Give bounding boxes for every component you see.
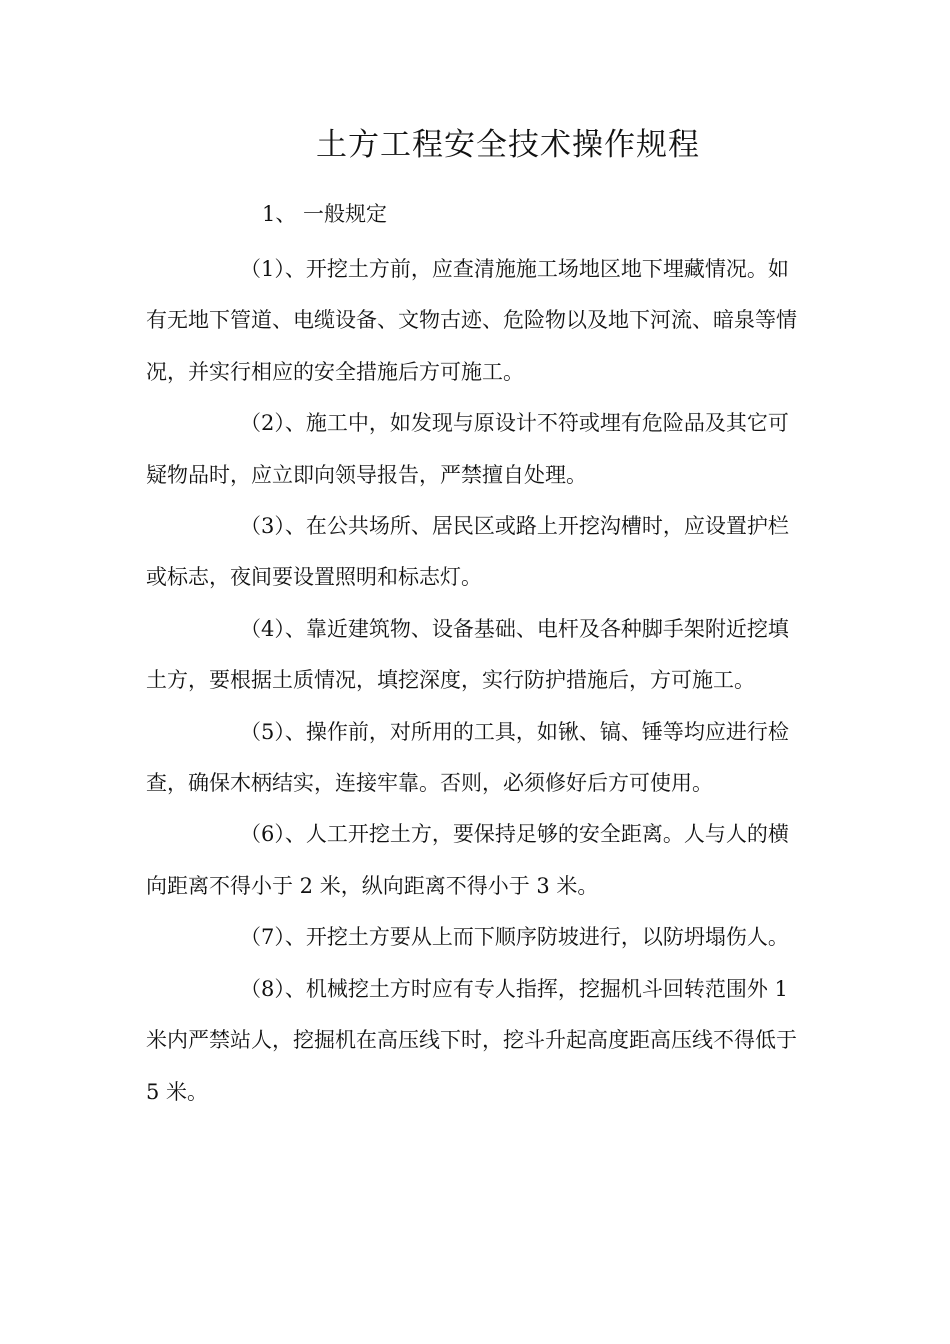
paragraph-1: （1）、开挖土方前，应查清施施工场地区地下埋藏情况。如有无地下管道、电缆设备、文物古迹、危险物以及地下河流、暗泉等情况，并实行相应的安全措施后方可施工。 <box>146 257 797 384</box>
paragraph-6: （6）、人工开挖土方，要保持足够的安全距离。人与人的横向距离不得小于 2 米，纵向距离不得小于 3 米。 <box>146 822 789 898</box>
paragraph-2: （2）、施工中，如发现与原设计不符或埋有危险品及其它可疑物品时，应立即向领导报告，严禁擅自处理。 <box>146 411 789 487</box>
section-heading: 1、 一般规定 <box>262 202 388 226</box>
page-title: 土方工程安全技术操作规程 <box>316 127 700 163</box>
paragraph-3: （3）、在公共场所、居民区或路上开挖沟槽时，应设置护栏或标志，夜间要设置照明和标志灯。 <box>146 514 789 590</box>
paragraph-7: （7）、开挖土方要从上而下顺序防坡进行，以防坍塌伤人。 <box>240 925 789 950</box>
paragraph-5: （5）、操作前，对所用的工具，如锹、镐、锤等均应进行检查，确保木柄结实，连接牢靠。否则，必须修好后方可使用。 <box>146 719 789 796</box>
document-body <box>146 244 804 1118</box>
paragraph-4: （4）、靠近建筑物、设备基础、电杆及各种脚手架附近挖填土方，要根据土质情况，填挖深度，实行防护措施后，方可施工。 <box>146 616 789 693</box>
paragraph-8: （8）、机械挖土方时应有专人指挥，挖掘机斗回转范围外 1 米内严禁站人，挖掘机在高压线下时，挖斗升起高度距高压线不得低于 5 米。 <box>146 976 797 1104</box>
